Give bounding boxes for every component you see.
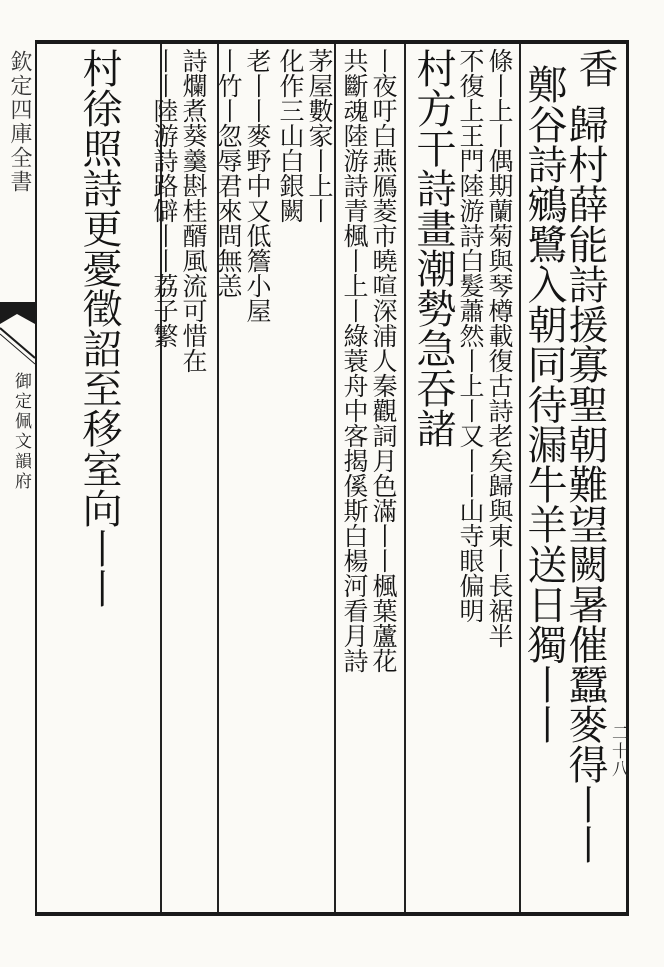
column-line: 詩爛煮葵羹斟桂醑風流可惜在 [179, 48, 208, 373]
column-line: 共斷魂陸游詩青楓丨上丨綠蓑舟中客揭傒斯白楊河看月詩 [340, 48, 369, 673]
column-line: 化作三山白銀闕 [276, 48, 305, 223]
column-line: 歸村薛能詩援寡聖朝難望闕暑催蠶麥得丨丨 [562, 104, 608, 864]
column-line: 村徐照詩更憂徵詔至移室向丨丨 [76, 48, 122, 608]
text-column-3 [456, 48, 514, 910]
text-column-7 [214, 48, 272, 910]
text-column-5 [340, 48, 398, 910]
column-line: 丨竹丨忽辱君來問無恙 [214, 48, 243, 298]
text-column-8 [150, 48, 208, 910]
text-column-9 [70, 48, 128, 910]
column-line: 老丨丨麥野中又低簷小屋 [243, 48, 272, 323]
column-line: 香 [572, 48, 618, 88]
page-margin-strip [0, 40, 37, 916]
fishtail-ornament-icon [0, 298, 35, 368]
book-title: 御定佩文韻府 [11, 372, 31, 492]
column-line: 丨丨陸游詩路僻丨丨荔子繁 [150, 48, 179, 348]
page-number: 二十八 [608, 724, 628, 778]
column-line: 鄭谷詩鵷鷺入朝同待漏牛羊送日獨丨丨 [521, 64, 567, 744]
column-rule [334, 44, 336, 912]
text-column-2 [515, 64, 573, 926]
text-column-6 [276, 48, 334, 910]
column-line: 不復上王門陸游詩白髮蕭然丨上丨又丨丨山寺眼偏明 [456, 48, 485, 623]
column-line: 條丨上丨偶期蘭菊與琴樽載復古詩老矣歸與東丨長裾半 [485, 48, 514, 648]
text-column-4 [404, 48, 462, 910]
column-line: 村方干詩畫潮勢急吞諸 [410, 48, 456, 448]
collection-title: 欽定四庫全書 [7, 50, 32, 194]
column-line: 丨夜吁白燕鴈菱市曉喧深浦人秦觀詞月色滿丨丨楓葉蘆花 [369, 48, 398, 673]
column-line: 茅屋數家丨上丨 [305, 48, 334, 223]
